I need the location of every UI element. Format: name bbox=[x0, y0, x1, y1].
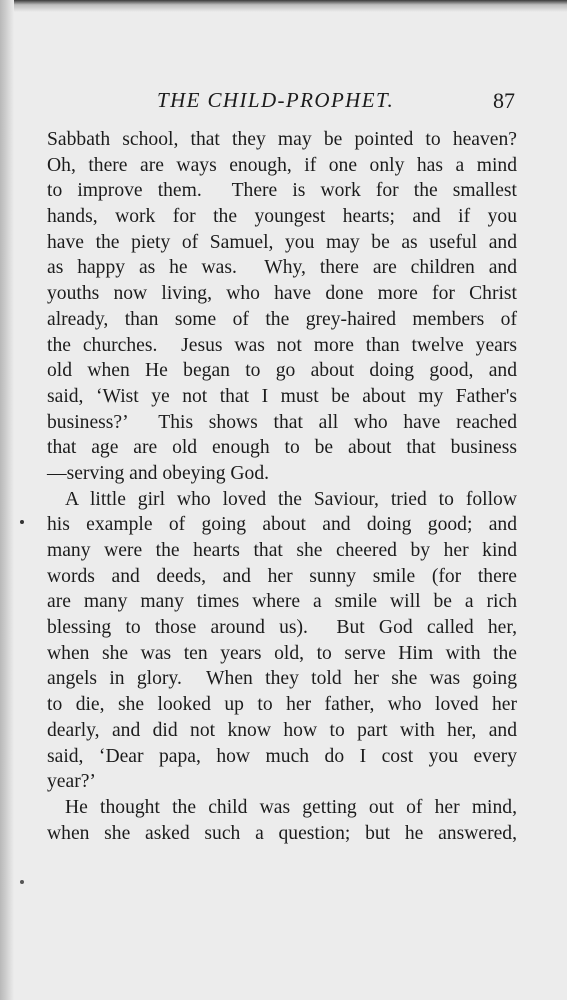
text-line: words and deeds, and her sunny smile (for there bbox=[47, 565, 517, 587]
text-line: said, ‘Dear papa, how much do I cost you every bbox=[47, 745, 517, 767]
text-line: said, ‘Wist ye not that I must be about my Father's bbox=[47, 385, 517, 407]
text-line: dearly, and did not know how to part with her, and bbox=[47, 719, 517, 741]
text-line: A little girl who loved the Saviour, tried to follow bbox=[65, 488, 517, 510]
page-number: 87 bbox=[493, 88, 515, 113]
text-line: as happy as he was. Why, there are children and bbox=[47, 257, 517, 279]
text-line: angels in glory. When they told her she was going bbox=[47, 668, 517, 690]
text-line: to improve them. There is work for the smallest bbox=[47, 180, 517, 202]
text-line: that age are old enough to be about that business bbox=[47, 437, 517, 459]
text-line: business?’ This shows that all who have reached bbox=[47, 411, 517, 433]
text-line: his example of going about and doing good; and bbox=[47, 514, 517, 536]
body-text bbox=[47, 127, 517, 846]
text-line: have the piety of Samuel, you may be as useful and bbox=[47, 231, 517, 253]
text-line: already, than some of the grey-haired members of bbox=[47, 308, 517, 330]
text-line: year?’ bbox=[47, 771, 96, 793]
running-head bbox=[0, 86, 567, 116]
text-line: Oh, there are ways enough, if one only has a mind bbox=[47, 154, 517, 176]
text-line: are many many times where a smile will be a rich bbox=[47, 591, 517, 613]
text-line: hands, work for the youngest hearts; and if you bbox=[47, 206, 517, 228]
text-line: to die, she looked up to her father, who loved her bbox=[47, 694, 517, 716]
text-line: when she was ten years old, to serve Him with the bbox=[47, 642, 517, 664]
scan-top-edge bbox=[0, 0, 567, 12]
text-line: He thought the child was getting out of her mind, bbox=[65, 796, 517, 818]
text-line: when she asked such a question; but he answered, bbox=[47, 822, 517, 844]
running-title: THE CHILD-PROPHET. bbox=[157, 88, 395, 112]
text-line: —serving and obeying God. bbox=[47, 462, 270, 484]
text-line: the churches. Jesus was not more than twelve years bbox=[47, 334, 517, 356]
text-line: Sabbath school, that they may be pointed to heaven? bbox=[47, 129, 517, 150]
text-line: old when He began to go about doing good, and bbox=[47, 360, 517, 382]
text-line: youths now living, who have done more for Christ bbox=[47, 283, 517, 305]
scan-left-shadow bbox=[0, 0, 14, 1000]
scan-speck bbox=[20, 880, 24, 884]
text-line: many were the hearts that she cheered by her kind bbox=[47, 540, 517, 561]
scan-speck bbox=[20, 520, 24, 524]
text-line: blessing to those around us). But God called her, bbox=[47, 617, 517, 639]
